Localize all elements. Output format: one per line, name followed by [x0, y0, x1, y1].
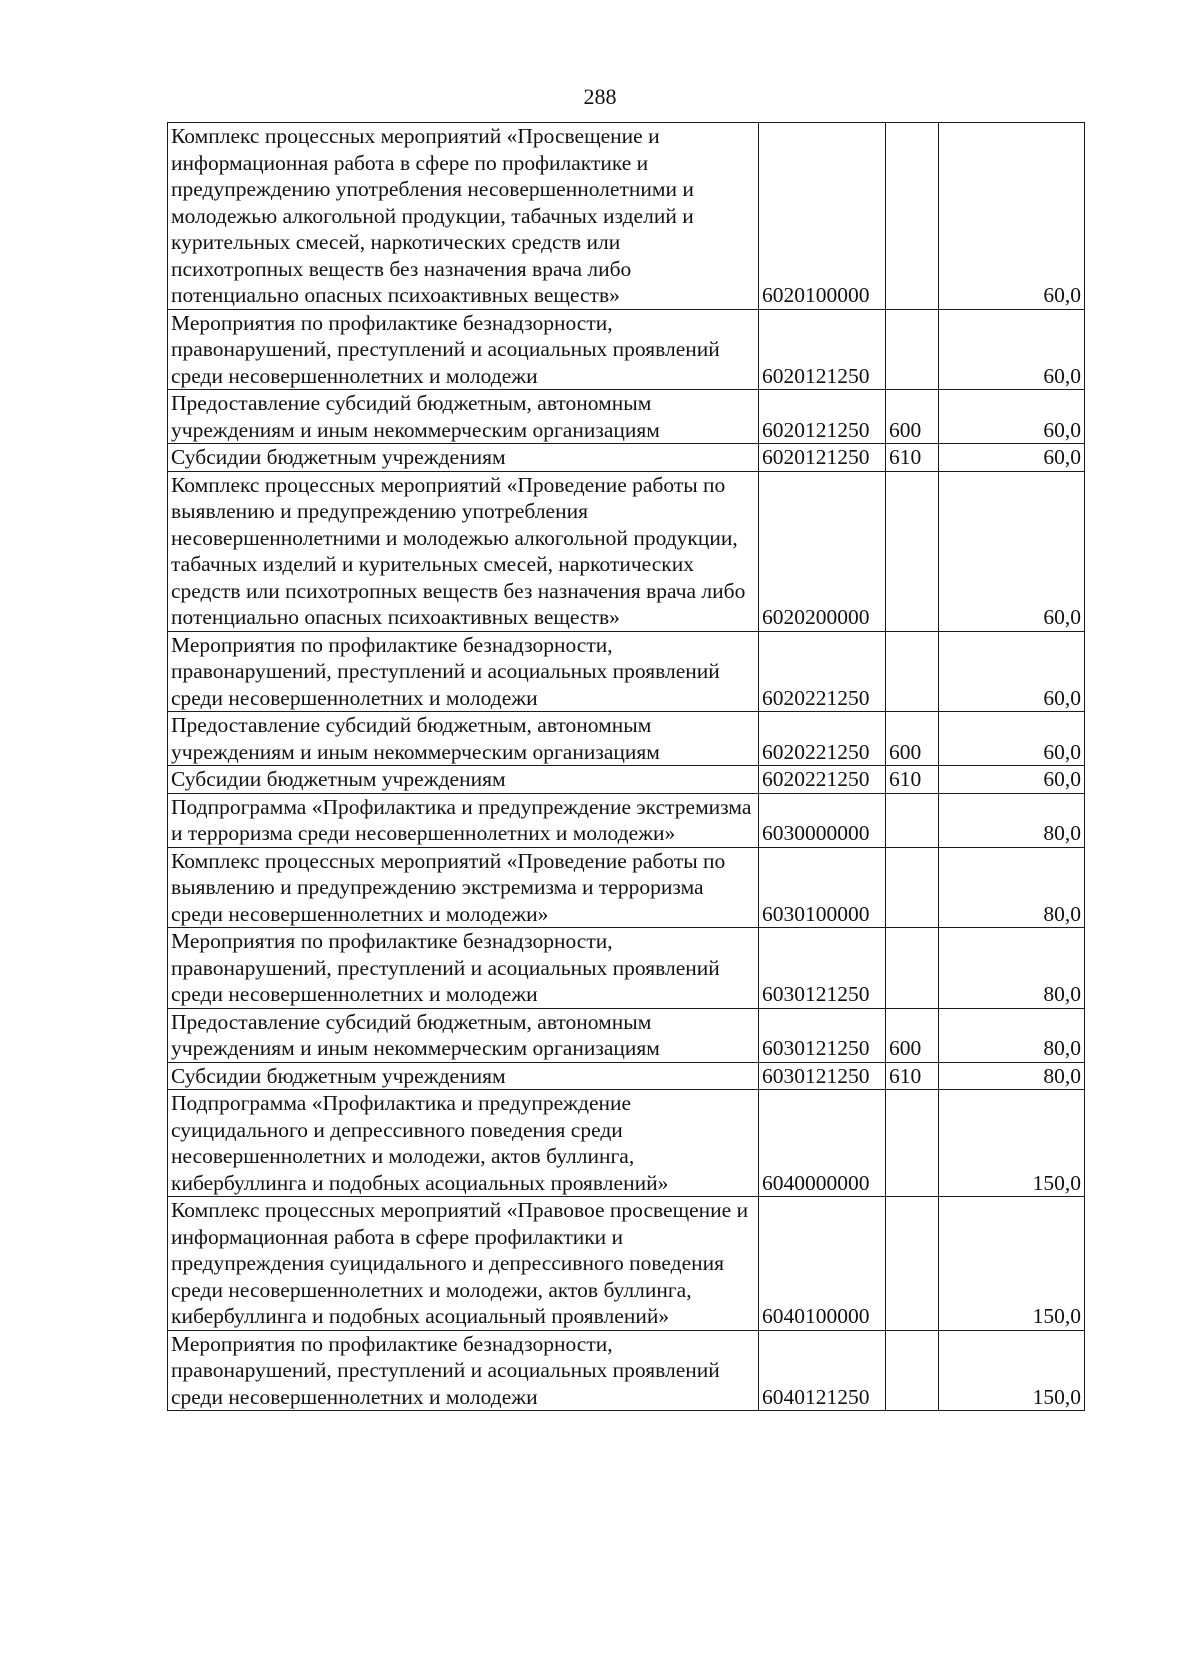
row-code-cell: 6030121250 [759, 1062, 886, 1090]
table-row [168, 444, 1085, 472]
table-row [168, 928, 1085, 1009]
row-expense-type-cell [886, 793, 939, 847]
row-sum-cell: 150,0 [939, 1330, 1085, 1411]
budget-table [167, 122, 1085, 1411]
row-sum-cell: 60,0 [939, 390, 1085, 444]
row-sum-cell: 60,0 [939, 766, 1085, 794]
table-row [168, 123, 1085, 310]
row-name-cell: Субсидии бюджетным учреждениям [168, 766, 759, 794]
row-code-cell: 6020200000 [759, 471, 886, 631]
table-row [168, 1008, 1085, 1062]
row-code-cell: 6020121250 [759, 444, 886, 472]
row-code-cell: 6030100000 [759, 847, 886, 928]
row-expense-type-cell [886, 309, 939, 390]
row-code-cell: 6020221250 [759, 631, 886, 712]
row-name-cell: Подпрограмма «Профилактика и предупреждение суицидального и депрессивного поведения среди несовершеннолетних и молодежи, актов буллинга, кибербуллинга и подобных асоциальных проявлений» [168, 1090, 759, 1197]
table-row [168, 1197, 1085, 1331]
table-row [168, 712, 1085, 766]
row-code-cell: 6020121250 [759, 309, 886, 390]
row-expense-type-cell [886, 1197, 939, 1331]
row-name-cell: Комплекс процессных мероприятий «Проведение работы по выявлению и предупреждению употребления несовершеннолетними и молодежью алкогольной продукции, табачных изделий и курительных смесей, наркотических средств или психотропных веществ без назначения врача либо потенциально опасных психоактивных веществ» [168, 471, 759, 631]
page-number: 288 [583, 84, 617, 109]
row-name-cell: Подпрограмма «Профилактика и предупреждение экстремизма и терроризма среди несовершеннолетних и молодежи» [168, 793, 759, 847]
table-row [168, 471, 1085, 631]
row-expense-type-cell [886, 471, 939, 631]
row-code-cell: 6020221250 [759, 712, 886, 766]
row-sum-cell: 80,0 [939, 928, 1085, 1009]
row-expense-type-cell: 600 [886, 1008, 939, 1062]
row-code-cell: 6020221250 [759, 766, 886, 794]
row-expense-type-cell: 610 [886, 444, 939, 472]
table-row [168, 631, 1085, 712]
row-expense-type-cell [886, 1090, 939, 1197]
row-name-cell: Предоставление субсидий бюджетным, автономным учреждениям и иным некоммерческим организациям [168, 390, 759, 444]
row-sum-cell: 60,0 [939, 631, 1085, 712]
row-expense-type-cell [886, 928, 939, 1009]
row-expense-type-cell: 600 [886, 712, 939, 766]
row-name-cell: Комплекс процессных мероприятий «Правовое просвещение и информационная работа в сфере профилактики и предупреждения суицидального и депрессивного поведения среди несовершеннолетних и молодежи, актов буллинга, кибербуллинга и подобных асоциальный проявлений» [168, 1197, 759, 1331]
table-row [168, 766, 1085, 794]
table-row [168, 309, 1085, 390]
row-sum-cell: 80,0 [939, 1008, 1085, 1062]
row-expense-type-cell [886, 631, 939, 712]
row-expense-type-cell: 600 [886, 390, 939, 444]
row-code-cell: 6020100000 [759, 123, 886, 310]
row-expense-type-cell: 610 [886, 766, 939, 794]
row-expense-type-cell: 610 [886, 1062, 939, 1090]
row-expense-type-cell [886, 847, 939, 928]
row-name-cell: Мероприятия по профилактике безнадзорности, правонарушений, преступлений и асоциальных проявлений среди несовершеннолетних и молодежи [168, 631, 759, 712]
row-code-cell: 6030121250 [759, 1008, 886, 1062]
row-code-cell: 6040100000 [759, 1197, 886, 1331]
row-name-cell: Мероприятия по профилактике безнадзорности, правонарушений, преступлений и асоциальных проявлений среди несовершеннолетних и молодежи [168, 309, 759, 390]
table-row [168, 1062, 1085, 1090]
row-code-cell: 6020121250 [759, 390, 886, 444]
row-sum-cell: 60,0 [939, 444, 1085, 472]
row-sum-cell: 150,0 [939, 1197, 1085, 1331]
budget-table-body [168, 123, 1085, 1411]
table-row [168, 847, 1085, 928]
row-code-cell: 6040000000 [759, 1090, 886, 1197]
row-sum-cell: 60,0 [939, 471, 1085, 631]
row-sum-cell: 60,0 [939, 309, 1085, 390]
row-sum-cell: 150,0 [939, 1090, 1085, 1197]
row-code-cell: 6040121250 [759, 1330, 886, 1411]
row-name-cell: Мероприятия по профилактике безнадзорности, правонарушений, преступлений и асоциальных проявлений среди несовершеннолетних и молодежи [168, 1330, 759, 1411]
row-sum-cell: 60,0 [939, 123, 1085, 310]
row-sum-cell: 80,0 [939, 1062, 1085, 1090]
table-row [168, 793, 1085, 847]
row-code-cell: 6030121250 [759, 928, 886, 1009]
row-code-cell: 6030000000 [759, 793, 886, 847]
row-expense-type-cell [886, 1330, 939, 1411]
row-expense-type-cell [886, 123, 939, 310]
table-row [168, 1330, 1085, 1411]
row-name-cell: Субсидии бюджетным учреждениям [168, 1062, 759, 1090]
table-row [168, 390, 1085, 444]
row-name-cell: Предоставление субсидий бюджетным, автономным учреждениям и иным некоммерческим организациям [168, 712, 759, 766]
row-name-cell: Мероприятия по профилактике безнадзорности, правонарушений, преступлений и асоциальных проявлений среди несовершеннолетних и молодежи [168, 928, 759, 1009]
table-row [168, 1090, 1085, 1197]
row-name-cell: Предоставление субсидий бюджетным, автономным учреждениям и иным некоммерческим организациям [168, 1008, 759, 1062]
row-sum-cell: 80,0 [939, 847, 1085, 928]
row-name-cell: Комплекс процессных мероприятий «Просвещение и информационная работа в сфере по профилактике и предупреждению употребления несовершеннолетними и молодежью алкогольной продукции, табачных изделий и курительных смесей, наркотических средств или психотропных веществ без назначения врача либо потенциально опасных психоактивных веществ» [168, 123, 759, 310]
row-name-cell: Субсидии бюджетным учреждениям [168, 444, 759, 472]
row-sum-cell: 80,0 [939, 793, 1085, 847]
row-name-cell: Комплекс процессных мероприятий «Проведение работы по выявлению и предупреждению экстремизма и терроризма среди несовершеннолетних и молодежи» [168, 847, 759, 928]
row-sum-cell: 60,0 [939, 712, 1085, 766]
